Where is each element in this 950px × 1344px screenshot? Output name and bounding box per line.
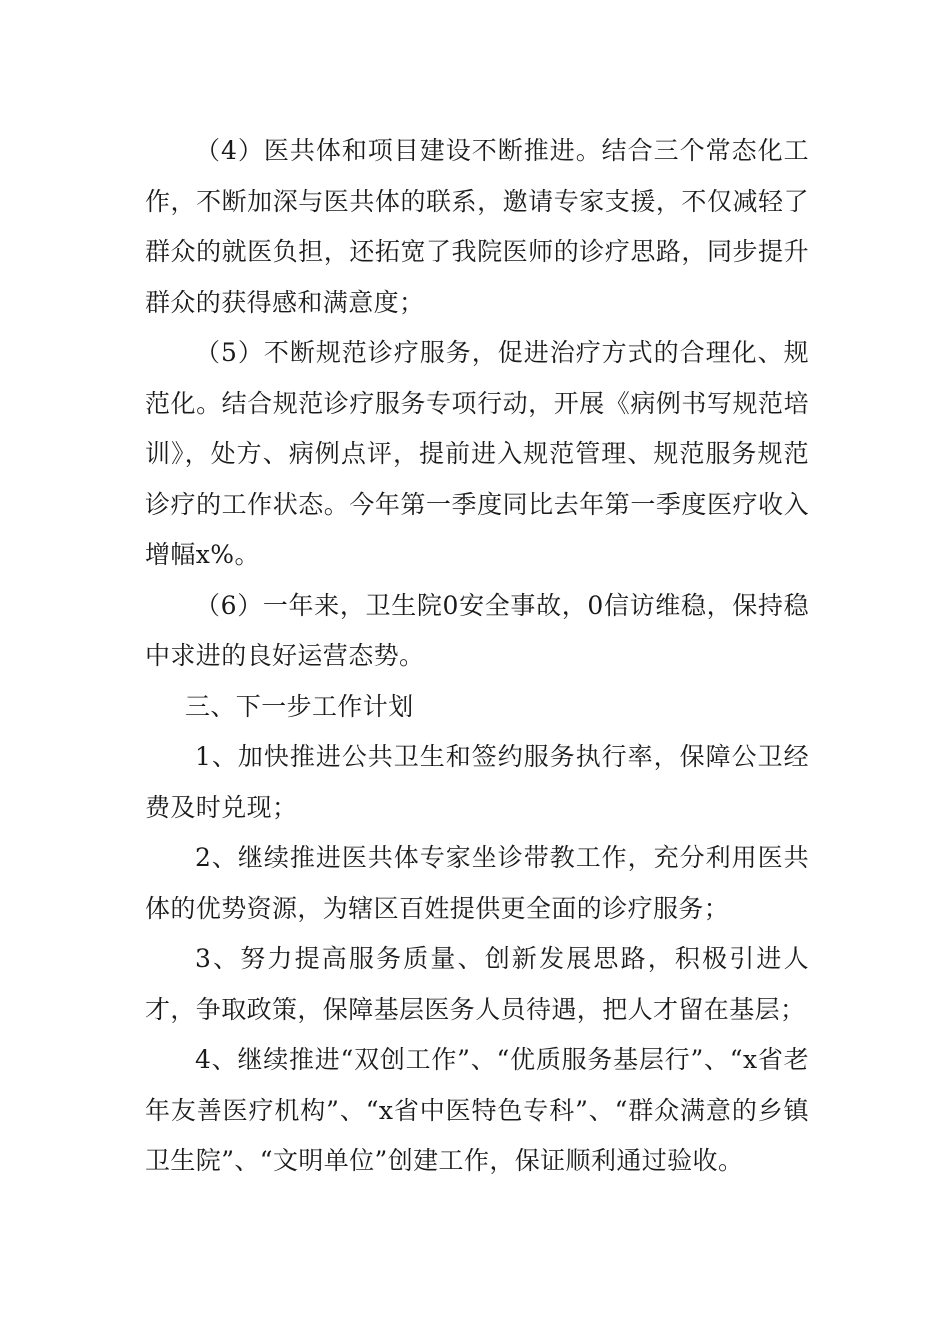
plan-item-2: 2、继续推进医共体专家坐诊带教工作，充分利用医共体的优势资源，为辖区百姓提供更全面的诊疗服务；: [145, 843, 809, 923]
paragraph-item-6: （6）一年来，卫生院0安全事故，0信访维稳，保持稳中求进的良好运营态势。: [145, 590, 809, 670]
section-heading: 三、下一步工作计划: [185, 691, 414, 721]
plan-item-1: 1、加快推进公共卫生和签约服务执行率，保障公卫经费及时兑现；: [145, 742, 809, 822]
document-body: [145, 126, 809, 1187]
paragraph-item-4: （4）医共体和项目建设不断推进。结合三个常态化工作，不断加深与医共体的联系，邀请专家支援，不仅减轻了群众的就医负担，还拓宽了我院医师的诊疗思路，同步提升群众的获得感和满意度；: [145, 136, 809, 317]
plan-item-3: 3、努力提高服务质量、创新发展思路，积极引进人才，争取政策，保障基层医务人员待遇，把人才留在基层；: [145, 944, 809, 1024]
paragraph-item-5: （5）不断规范诊疗服务，促进治疗方式的合理化、规范化。结合规范诊疗服务专项行动，开展《病例书写规范培训》，处方、病例点评，提前进入规范管理、规范服务规范诊疗的工作状态。今年第一季度同比去年第一季度医疗收入增幅x%。: [145, 338, 809, 569]
plan-item-4: 4、继续推进“双创工作”、“优质服务基层行”、“x省老年友善医疗机构”、“x省中医特色专科”、“群众满意的乡镇卫生院”、“文明单位”创建工作，保证顺利通过验收。: [145, 1045, 809, 1175]
